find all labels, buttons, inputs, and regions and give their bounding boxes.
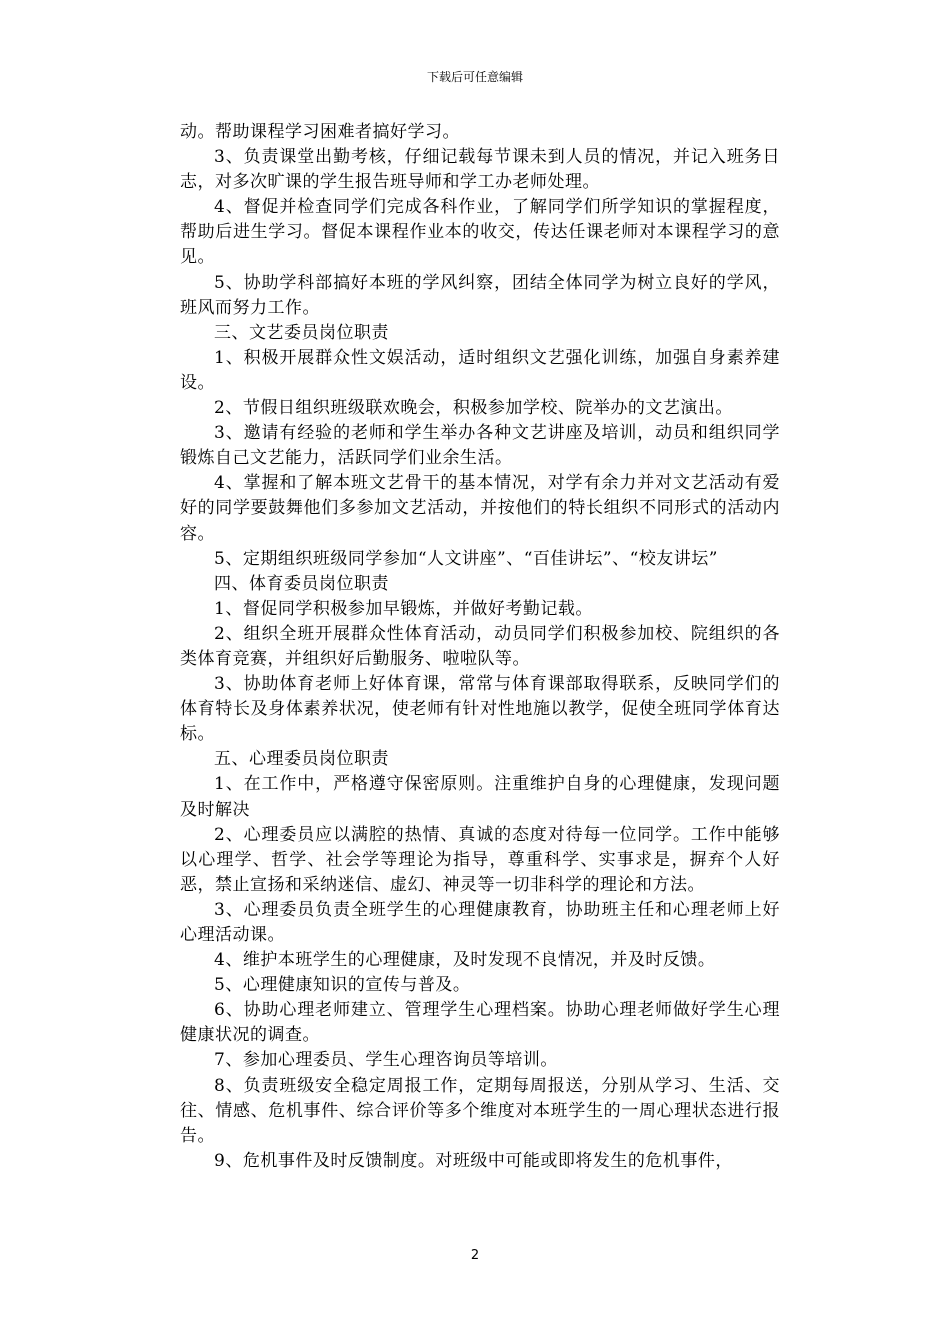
paragraph: 1、督促同学积极参加早锻炼，并做好考勤记载。	[214, 598, 593, 619]
paragraph: 动。帮助课程学习困难者搞好学习。	[180, 122, 460, 142]
paragraph: 3、心理委员负责全班学生的心理健康教育，协助班主任和心理老师上好心理活动课。	[180, 899, 780, 945]
paragraph: 5、心理健康知识的宣传与普及。	[214, 975, 471, 996]
paragraph: 5、定期组织班级同学参加“人文讲座”、“百佳讲坛”、“校友讲坛”	[214, 548, 718, 569]
paragraph: 3、协助体育老师上好体育课，常常与体育课部取得联系，反映同学们的体育特长及身体素养状况，使老师有针对性地施以教学，促使全班同学体育达标。	[180, 674, 780, 745]
paragraph: 2、心理委员应以满腔的热情、真诚的态度对待每一位同学。工作中能够以心理学、哲学、社会学等理论为指导，尊重科学、实事求是，摒弃个人好恶，禁止宣扬和采纳迷信、虚幻、神灵等一切非科学的理论和方法。	[180, 824, 780, 895]
paragraph: 1、积极开展群众性文娱活动，适时组织文艺强化训练，加强自身素养建设。	[180, 347, 780, 393]
section-heading: 五、心理委员岗位职责	[214, 749, 389, 770]
paragraph: 3、负责课堂出勤考核，仔细记载每节课未到人员的情况，并记入班务日志，对多次旷课的学生报告班导师和学工办老师处理。	[180, 147, 780, 193]
paragraph: 4、维护本班学生的心理健康，及时发现不良情况，并及时反馈。	[214, 950, 716, 971]
paragraph: 4、掌握和了解本班文艺骨干的基本情况，对学有余力并对文艺活动有爱好的同学要鼓舞他们多参加文艺活动，并按他们的特长组织不同形式的活动内容。	[180, 473, 780, 544]
paragraph: 4、督促并检查同学们完成各科作业，了解同学们所学知识的掌握程度，帮助后进生学习。督促本课程作业本的收交，传达任课老师对本课程学习的意见。	[180, 197, 780, 268]
paragraph: 2、节假日组织班级联欢晚会，积极参加学校、院举办的文艺演出。	[214, 398, 733, 419]
section-heading: 三、文艺委员岗位职责	[214, 322, 389, 343]
paragraph: 1、在工作中，严格遵守保密原则。注重维护自身的心理健康，发现问题及时解决	[180, 774, 780, 820]
paragraph: 2、组织全班开展群众性体育活动，动员同学们积极参加校、院组织的各类体育竞赛，并组织好后勤服务、啦啦队等。	[180, 623, 780, 669]
paragraph: 7、参加心理委员、学生心理咨询员等培训。	[214, 1050, 558, 1071]
paragraph: 5、协助学科部搞好本班的学风纠察，团结全体同学为树立良好的学风，班风而努力工作。	[180, 272, 780, 318]
paragraph: 6、协助心理老师建立、管理学生心理档案。协助心理老师做好学生心理健康状况的调查。	[180, 1000, 780, 1046]
paragraph: 3、邀请有经验的老师和学生举办各种文艺讲座及培训，动员和组织同学锻炼自己文艺能力，活跃同学们业余生活。	[180, 423, 780, 469]
section-heading: 四、体育委员岗位职责	[214, 573, 389, 594]
paragraph: 8、负责班级安全稳定周报工作，定期每周报送，分别从学习、生活、交往、情感、危机事件、综合评价等多个维度对本班学生的一周心理状态进行报告。	[180, 1075, 780, 1146]
paragraph: 9、危机事件及时反馈制度。对班级中可能或即将发生的危机事件，	[214, 1150, 733, 1171]
page-header: 下载后可任意编辑	[426, 70, 523, 84]
document-body	[180, 120, 780, 1174]
page-number: 2	[470, 1248, 480, 1263]
